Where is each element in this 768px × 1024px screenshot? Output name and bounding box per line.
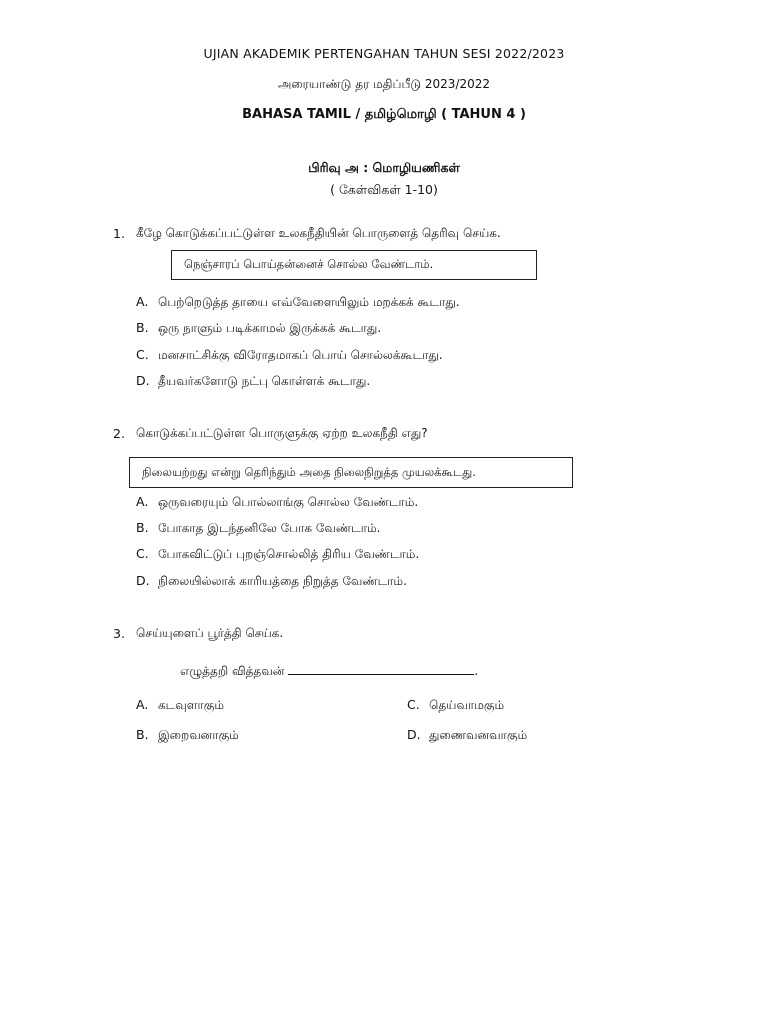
option-letter: C. bbox=[136, 546, 149, 561]
question-2-option-c[interactable] bbox=[136, 546, 419, 563]
option-text: ஒரு நாளும் படிக்காமல் இருக்கக் கூடாது. bbox=[158, 321, 382, 335]
option-letter: A. bbox=[136, 494, 149, 509]
question-3-text: செய்யுளைப் பூர்த்தி செய்க. bbox=[136, 626, 284, 640]
question-3-option-c[interactable] bbox=[407, 697, 504, 714]
question-1-box-text: நெஞ்சாரப் பொய்தன்னைச் சொல்ல வேண்டாம். bbox=[184, 257, 434, 271]
question-1-option-a[interactable] bbox=[136, 294, 460, 311]
option-letter: C. bbox=[407, 697, 420, 712]
question-2-number: 2. bbox=[113, 426, 125, 441]
exam-title-tamil: அரையாண்டு தர மதிப்பீடு 2023/2022 bbox=[277, 77, 491, 91]
question-1-option-b[interactable] bbox=[136, 320, 381, 337]
option-letter: A. bbox=[136, 294, 149, 309]
question-3-option-b[interactable] bbox=[136, 727, 239, 744]
option-text: தீயவர்களோடு நட்பு கொள்ளக் கூடாது. bbox=[158, 374, 371, 388]
option-text: ஒருவரையும் பொல்லாங்கு சொல்ல வேண்டாம். bbox=[158, 495, 419, 509]
question-2-box-text: நிலையற்றது என்று தெரிந்தும் அதை நிலைநிறுத்த முயலக்கூடது. bbox=[142, 464, 476, 479]
option-letter: B. bbox=[136, 320, 149, 335]
question-2-box bbox=[129, 457, 573, 488]
option-text: மனசாட்சிக்கு விரோதமாகப் பொய் சொல்லக்கூடாது. bbox=[158, 348, 443, 362]
fill-end: . bbox=[474, 664, 479, 678]
question-1-option-d[interactable] bbox=[136, 373, 370, 390]
option-text: போகாத இடந்தனிலே போக வேண்டாம். bbox=[158, 521, 381, 535]
question-2-option-b[interactable] bbox=[136, 520, 380, 537]
question-1-number: 1. bbox=[113, 226, 125, 241]
question-3-option-a[interactable] bbox=[136, 697, 224, 714]
question-2-option-a[interactable] bbox=[136, 494, 418, 511]
answer-blank[interactable] bbox=[288, 662, 474, 675]
option-text: நிலையில்லாக் காரியத்தை நிறுத்த வேண்டாம். bbox=[158, 574, 407, 588]
option-letter: C. bbox=[136, 347, 149, 362]
question-1-option-c[interactable] bbox=[136, 347, 443, 364]
option-letter: D. bbox=[136, 373, 150, 388]
question-2-option-d[interactable] bbox=[136, 573, 407, 590]
option-text: போகவிட்டுப் புறஞ்சொல்லித் திரிய வேண்டாம். bbox=[158, 547, 420, 561]
option-letter: B. bbox=[136, 727, 149, 742]
question-3-option-d[interactable] bbox=[407, 727, 527, 744]
question-2-text: கொடுக்கப்பட்டுள்ள பொருளுக்கு ஏற்ற உலகநீதி எது? bbox=[136, 426, 428, 440]
option-text: தெய்வாமகும் bbox=[429, 698, 505, 712]
option-text: கடவுளாகும் bbox=[158, 698, 225, 712]
option-text: பெற்றெடுத்த தாயை எவ்வேளையிலும் மறக்கக் கூடாது. bbox=[158, 295, 460, 309]
option-letter: D. bbox=[407, 727, 421, 742]
option-text: இறைவனாகும் bbox=[158, 728, 239, 742]
option-letter: D. bbox=[136, 573, 150, 588]
option-letter: B. bbox=[136, 520, 149, 535]
subject-title: BAHASA TAMIL / தமிழ்மொழி ( TAHUN 4 ) bbox=[242, 107, 526, 122]
question-1-box bbox=[171, 250, 537, 280]
section-title: பிரிவு அ : மொழியணிகள் bbox=[308, 160, 460, 175]
question-range: ( கேள்விகள் 1-10) bbox=[330, 182, 438, 197]
question-1-text: கீழே கொடுக்கப்பட்டுள்ள உலகநீதியின் பொருளைத் தெரிவு செய்க. bbox=[136, 226, 501, 240]
fill-in-line bbox=[180, 662, 478, 680]
exam-title: UJIAN AKADEMIK PERTENGAHAN TAHUN SESI 2022/2023 bbox=[203, 46, 565, 61]
fill-prompt: எழுத்தறி வித்தவன் bbox=[180, 664, 285, 678]
option-text: துணைவனவாகும் bbox=[429, 728, 528, 742]
question-3-number: 3. bbox=[113, 626, 125, 641]
option-letter: A. bbox=[136, 697, 149, 712]
